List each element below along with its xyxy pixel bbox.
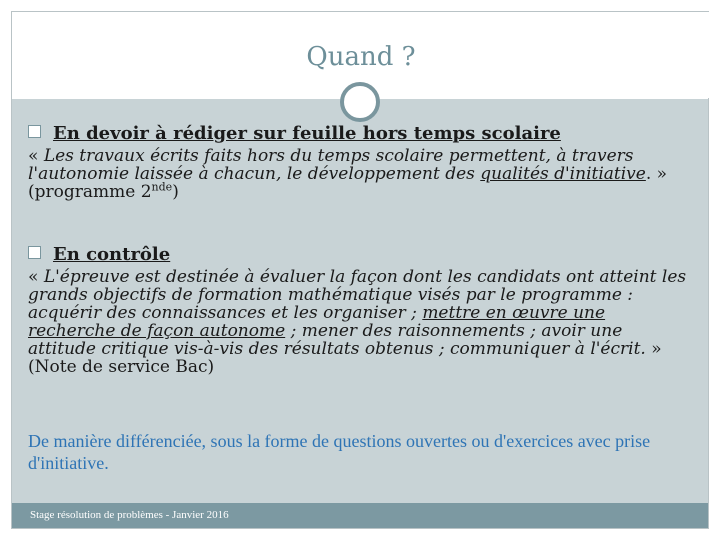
quote-underlined: mettre en œuvre une recherche de façon autonome [28,303,606,341]
bullet-heading-devoir [28,123,688,145]
quote-note-service [28,268,688,376]
section-devoir [28,123,688,201]
section-controle [28,244,688,376]
heading-text: En contrôle [53,244,171,265]
quote-open: « [28,146,44,166]
superscript: nde [151,180,173,194]
bullet-heading-controle [28,244,688,266]
checkbox-bullet-icon [28,125,41,138]
footer-text: Stage résolution de problèmes - Janvier 2016 [30,509,229,521]
checkbox-bullet-icon [28,246,41,259]
slide-title: Quand ? [306,42,416,72]
ring-ornament-icon [340,82,380,122]
quote-underlined: qualités d'initiative [480,164,646,184]
quote-text-1: L'épreuve est destinée à évaluer la façon dont les candidats ont atteint les grands objectifs de formation mathématique visés par le programme : acquérir des connaissances et les organiser ; [28,267,687,323]
quote-text: Les travaux écrits faits hors du temps scolaire permettent, à travers l'autonomie laissée à chacun, le développement des [28,146,634,184]
quote-text-2: ; mener des raisonnements ; avoir une attitude critique vis-à-vis des résultats obtenus ; communiquer à l'écrit. [28,321,646,359]
heading-text: En devoir à rédiger sur feuille hors temps scolaire [53,123,561,144]
quote-close: . » (programme 2 [28,164,668,202]
conclusion-text: De manière différenciée, sous la forme de questions ouvertes ou d'exercices avec prise d'initiative. [28,431,651,473]
quote-open: « [28,267,44,287]
quote-close: » (Note de service Bac) [28,339,662,377]
quote-programme [28,147,688,201]
quote-tail: ) [172,182,179,202]
